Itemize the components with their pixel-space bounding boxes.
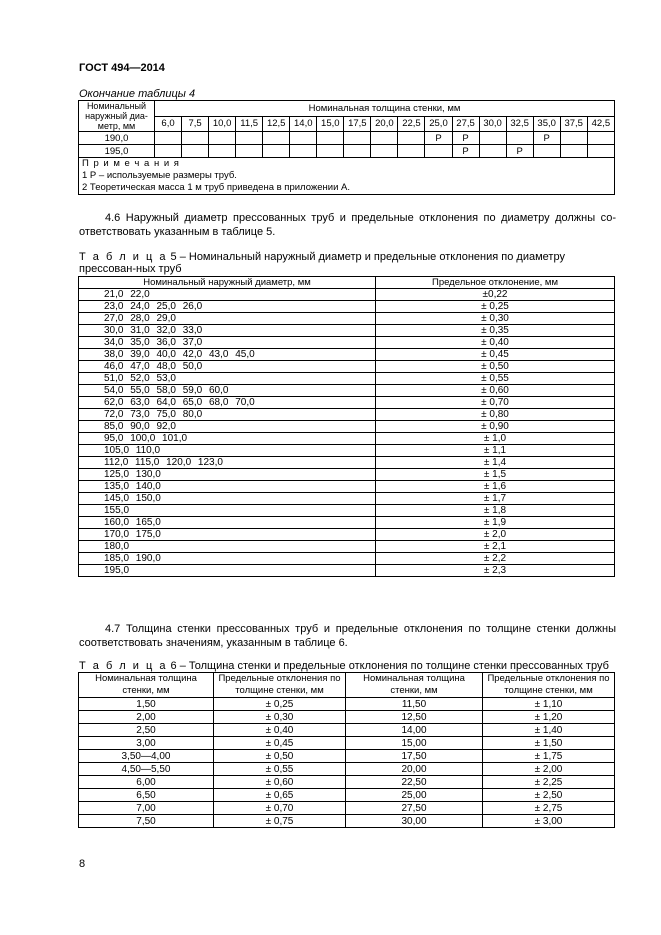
table4-size-cell bbox=[533, 145, 560, 158]
table4-thickness-cell: 37,5 bbox=[560, 116, 587, 132]
table4-size-cell bbox=[344, 132, 371, 145]
table5-deviation-cell: ± 0,90 bbox=[376, 421, 615, 433]
paragraph-4-6 bbox=[79, 211, 616, 239]
table4-size-cell bbox=[236, 132, 263, 145]
table6 bbox=[78, 672, 615, 828]
note-2: 2 Теоретическая масса 1 м труб приведена в приложении А. bbox=[82, 182, 350, 193]
table6-cell: 1,50 bbox=[79, 698, 214, 711]
table5-row bbox=[79, 361, 615, 373]
table5-row bbox=[79, 325, 615, 337]
table4-size-cell bbox=[479, 132, 506, 145]
table5-diameter-cell: 95,0 100,0 101,0 bbox=[79, 433, 376, 445]
table5-diameter-cell: 23,0 24,0 25,0 26,0 bbox=[79, 301, 376, 313]
table4-size-cell bbox=[587, 145, 614, 158]
table4-size-cell: Р bbox=[533, 132, 560, 145]
table5-deviation-cell: ± 1,8 bbox=[376, 505, 615, 517]
table4-thickness-cell: 25,0 bbox=[425, 116, 452, 132]
table6-cell: ± 0,40 bbox=[214, 724, 346, 737]
table6-cell: ± 0,75 bbox=[214, 815, 346, 828]
table5-caption-text: 5 – Номинальный наружный диаметр и предельные отклонения по диаметру прессован-ных труб bbox=[79, 251, 565, 275]
table4-size-cell: Р bbox=[452, 132, 479, 145]
table4-size-cell bbox=[182, 145, 209, 158]
table6-cell: 2,00 bbox=[79, 711, 214, 724]
table6-cell: ± 0,60 bbox=[214, 776, 346, 789]
table6-row bbox=[79, 711, 615, 724]
table6-cell: ± 1,40 bbox=[483, 724, 615, 737]
table5-diameter-cell: 180,0 bbox=[79, 541, 376, 553]
table4-size-cell: Р bbox=[506, 145, 533, 158]
table5-deviation-cell: ± 1,7 bbox=[376, 493, 615, 505]
table5-row bbox=[79, 565, 615, 577]
table6-cell: ± 1,10 bbox=[483, 698, 615, 711]
table6-cell: ± 3,00 bbox=[483, 815, 615, 828]
table4-size-cell bbox=[236, 145, 263, 158]
table5-row bbox=[79, 469, 615, 481]
table5-diameter-cell: 27,0 28,0 29,0 bbox=[79, 313, 376, 325]
table6-row bbox=[79, 802, 615, 815]
table6-cell: ± 2,50 bbox=[483, 789, 615, 802]
table5-deviation-cell: ± 1,4 bbox=[376, 457, 615, 469]
table5-row bbox=[79, 481, 615, 493]
table5-caption bbox=[79, 251, 616, 275]
table4-thickness-cell: 32,5 bbox=[506, 116, 533, 132]
table6-cell: ± 0,65 bbox=[214, 789, 346, 802]
table5-deviation-cell: ± 2,3 bbox=[376, 565, 615, 577]
table4-size-cell: Р bbox=[425, 132, 452, 145]
table6-header-cell: Номинальная толщина стенки, мм bbox=[346, 673, 483, 698]
table4-row bbox=[79, 132, 615, 145]
table4-size-cell bbox=[155, 132, 182, 145]
table4-size-cell bbox=[560, 132, 587, 145]
table5-diameter-cell: 170,0 175,0 bbox=[79, 529, 376, 541]
table5-diameter-cell: 51,0 52,0 53,0 bbox=[79, 373, 376, 385]
table5-row bbox=[79, 421, 615, 433]
table5-diameter-header: Номинальный наружный диаметр, мм bbox=[79, 277, 376, 289]
table6-cell: 12,50 bbox=[346, 711, 483, 724]
table6-cell: 3,00 bbox=[79, 737, 214, 750]
table5-deviation-cell: ± 0,45 bbox=[376, 349, 615, 361]
table4-notes-row bbox=[79, 158, 615, 195]
table5-row bbox=[79, 373, 615, 385]
table5-deviation-cell: ± 0,50 bbox=[376, 361, 615, 373]
table6-row bbox=[79, 763, 615, 776]
table5-row bbox=[79, 301, 615, 313]
table6-cell: 22,50 bbox=[346, 776, 483, 789]
table6-cell: 2,50 bbox=[79, 724, 214, 737]
table5-deviation-cell: ± 0,40 bbox=[376, 337, 615, 349]
table6-cell: ± 0,45 bbox=[214, 737, 346, 750]
table5-diameter-cell: 21,0 22,0 bbox=[79, 289, 376, 301]
table4-size-cell bbox=[290, 132, 317, 145]
table5-diameter-cell: 46,0 47,0 48,0 50,0 bbox=[79, 361, 376, 373]
table5-deviation-cell: ± 0,35 bbox=[376, 325, 615, 337]
table4-thickness-cell: 7,5 bbox=[182, 116, 209, 132]
table4-size-cell bbox=[398, 132, 425, 145]
table4-size-cell bbox=[344, 145, 371, 158]
table4-thickness-cell: 10,0 bbox=[209, 116, 236, 132]
table4-thickness-cell: 14,0 bbox=[290, 116, 317, 132]
table4-size-cell bbox=[182, 132, 209, 145]
table5-row bbox=[79, 529, 615, 541]
table4-thickness-cell: 22,5 bbox=[398, 116, 425, 132]
table5-row bbox=[79, 313, 615, 325]
table4-diameter-header: Номинальный наружный диа-метр, мм bbox=[79, 101, 155, 132]
table5-deviation-cell: ± 2,0 bbox=[376, 529, 615, 541]
table5-row bbox=[79, 409, 615, 421]
table4-size-cell: Р bbox=[452, 145, 479, 158]
table4-notes bbox=[79, 158, 615, 195]
table4-thickness-cell: 27,5 bbox=[452, 116, 479, 132]
table5-diameter-cell: 72,0 73,0 75,0 80,0 bbox=[79, 409, 376, 421]
table4-diameter-cell: 190,0 bbox=[79, 132, 155, 145]
table6-cell: 11,50 bbox=[346, 698, 483, 711]
table6-cell: ± 0,25 bbox=[214, 698, 346, 711]
table4-thickness-cell: 17,5 bbox=[344, 116, 371, 132]
table4-thickness-cell: 30,0 bbox=[479, 116, 506, 132]
table5-row bbox=[79, 397, 615, 409]
table5-diameter-cell: 85,0 90,0 92,0 bbox=[79, 421, 376, 433]
table6-cell: ± 1,75 bbox=[483, 750, 615, 763]
table5-deviation-cell: ± 0,70 bbox=[376, 397, 615, 409]
table5-header-row bbox=[79, 277, 615, 289]
table4-thickness-cell: 42,5 bbox=[587, 116, 614, 132]
table6-caption-label: Т а б л и ц а bbox=[79, 660, 168, 672]
table4-thickness-cell: 6,0 bbox=[155, 116, 182, 132]
table4-thickness-cell: 35,0 bbox=[533, 116, 560, 132]
table5-deviation-cell: ±0,22 bbox=[376, 289, 615, 301]
table4-thickness-row bbox=[79, 116, 615, 132]
table6-cell: 15,00 bbox=[346, 737, 483, 750]
table6-row bbox=[79, 698, 615, 711]
paragraph-4-6-text: 4.6 Наружный диаметр прессованных труб и предельные отклонения по диаметру должны со-ответствовать указанным в таблице 5. bbox=[79, 212, 616, 238]
table5-diameter-cell: 185,0 190,0 bbox=[79, 553, 376, 565]
table4-size-cell bbox=[479, 145, 506, 158]
table5-row bbox=[79, 553, 615, 565]
table6-cell: ± 1,50 bbox=[483, 737, 615, 750]
table5-deviation-cell: ± 2,2 bbox=[376, 553, 615, 565]
table6-cell: ± 2,75 bbox=[483, 802, 615, 815]
table4-size-cell bbox=[371, 145, 398, 158]
table5-deviation-cell: ± 1,0 bbox=[376, 433, 615, 445]
table4-thickness-cell: 11,5 bbox=[236, 116, 263, 132]
table5-diameter-cell: 195,0 bbox=[79, 565, 376, 577]
paragraph-4-7 bbox=[79, 622, 616, 650]
table5-row bbox=[79, 349, 615, 361]
table6-cell: ± 0,30 bbox=[214, 711, 346, 724]
table5-deviation-cell: ± 0,80 bbox=[376, 409, 615, 421]
table6-caption-text: 6 – Толщина стенки и предельные отклонения по толщине стенки прессованных труб bbox=[167, 660, 609, 672]
notes-title: П р и м е ч а н и я bbox=[82, 158, 180, 169]
table6-header-cell: Предельные отклонения по толщине стенки, мм bbox=[214, 673, 346, 698]
table5-row bbox=[79, 385, 615, 397]
table5-deviation-cell: ± 1,5 bbox=[376, 469, 615, 481]
table4-size-cell bbox=[587, 132, 614, 145]
page-number: 8 bbox=[79, 858, 86, 870]
table6-row bbox=[79, 789, 615, 802]
table6-cell: 14,00 bbox=[346, 724, 483, 737]
table5-row bbox=[79, 541, 615, 553]
table5-diameter-cell: 30,0 31,0 32,0 33,0 bbox=[79, 325, 376, 337]
table5-row bbox=[79, 493, 615, 505]
table5-row bbox=[79, 505, 615, 517]
table6-caption bbox=[79, 660, 616, 672]
table4-thickness-cell: 12,5 bbox=[263, 116, 290, 132]
table5-deviation-cell: ± 1,9 bbox=[376, 517, 615, 529]
table6-cell: 6,00 bbox=[79, 776, 214, 789]
table5-deviation-cell: ± 1,1 bbox=[376, 445, 615, 457]
table4-size-cell bbox=[263, 145, 290, 158]
table5-row bbox=[79, 433, 615, 445]
table4-size-cell bbox=[209, 132, 236, 145]
table5-diameter-cell: 62,0 63,0 64,0 65,0 68,0 70,0 bbox=[79, 397, 376, 409]
table4-size-cell bbox=[425, 145, 452, 158]
table4-size-cell bbox=[371, 132, 398, 145]
table5-row bbox=[79, 445, 615, 457]
table5-diameter-cell: 54,0 55,0 58,0 59,0 60,0 bbox=[79, 385, 376, 397]
table5-row bbox=[79, 457, 615, 469]
table6-row bbox=[79, 750, 615, 763]
note-1: 1 Р – используемые размеры труб. bbox=[82, 170, 237, 181]
table6-header-cell: Предельные отклонения по толщине стенки, мм bbox=[483, 673, 615, 698]
table5-deviation-cell: ± 0,30 bbox=[376, 313, 615, 325]
table5-diameter-cell: 155,0 bbox=[79, 505, 376, 517]
table6-cell: ± 0,70 bbox=[214, 802, 346, 815]
table6-header-row bbox=[79, 673, 615, 698]
table4-caption: Окончание таблицы 4 bbox=[79, 88, 196, 100]
table5-row bbox=[79, 337, 615, 349]
table5 bbox=[78, 276, 615, 577]
table5-diameter-cell: 38,0 39,0 40,0 42,0 43,0 45,0 bbox=[79, 349, 376, 361]
table4-size-cell bbox=[209, 145, 236, 158]
table6-cell: 20,00 bbox=[346, 763, 483, 776]
table6-header-cell: Номинальная толщина стенки, мм bbox=[79, 673, 214, 698]
table4 bbox=[78, 100, 615, 195]
table6-cell: 7,50 bbox=[79, 815, 214, 828]
table4-size-cell bbox=[263, 132, 290, 145]
table6-cell: ± 0,55 bbox=[214, 763, 346, 776]
table6-cell: ± 1,20 bbox=[483, 711, 615, 724]
table6-row bbox=[79, 815, 615, 828]
table4-thickness-cell: 20,0 bbox=[371, 116, 398, 132]
table4-size-cell bbox=[317, 132, 344, 145]
table4-header-row bbox=[79, 101, 615, 117]
table6-cell: 6,50 bbox=[79, 789, 214, 802]
table5-deviation-header: Предельное отклонение, мм bbox=[376, 277, 615, 289]
table4-diameter-cell: 195,0 bbox=[79, 145, 155, 158]
table5-diameter-cell: 105,0 110,0 bbox=[79, 445, 376, 457]
table5-deviation-cell: ± 1,6 bbox=[376, 481, 615, 493]
table5-diameter-cell: 160,0 165,0 bbox=[79, 517, 376, 529]
table5-caption-label: Т а б л и ц а bbox=[79, 251, 168, 263]
table4-size-cell bbox=[155, 145, 182, 158]
table6-cell: 7,00 bbox=[79, 802, 214, 815]
table5-diameter-cell: 34,0 35,0 36,0 37,0 bbox=[79, 337, 376, 349]
table6-row bbox=[79, 737, 615, 750]
table5-deviation-cell: ± 0,60 bbox=[376, 385, 615, 397]
table5-row bbox=[79, 289, 615, 301]
table6-cell: ± 0,50 bbox=[214, 750, 346, 763]
table6-cell: 25,00 bbox=[346, 789, 483, 802]
table5-deviation-cell: ± 2,1 bbox=[376, 541, 615, 553]
table6-cell: ± 2,00 bbox=[483, 763, 615, 776]
table6-row bbox=[79, 724, 615, 737]
table4-size-cell bbox=[560, 145, 587, 158]
table5-row bbox=[79, 517, 615, 529]
table5-diameter-cell: 125,0 130,0 bbox=[79, 469, 376, 481]
table6-cell: 3,50—4,00 bbox=[79, 750, 214, 763]
table4-thickness-cell: 15,0 bbox=[317, 116, 344, 132]
table4-size-cell bbox=[398, 145, 425, 158]
table5-deviation-cell: ± 0,25 bbox=[376, 301, 615, 313]
table4-row bbox=[79, 145, 615, 158]
document-code: ГОСТ 494—2014 bbox=[79, 62, 165, 74]
table6-row bbox=[79, 776, 615, 789]
table4-size-cell bbox=[506, 132, 533, 145]
table6-cell: 4,50—5,50 bbox=[79, 763, 214, 776]
paragraph-4-7-text: 4.7 Толщина стенки прессованных труб и предельные отклонения по толщине стенки должны соответствовать значениям, указанным в таблице 6. bbox=[79, 623, 616, 649]
table4-size-cell bbox=[317, 145, 344, 158]
table5-diameter-cell: 145,0 150,0 bbox=[79, 493, 376, 505]
table5-diameter-cell: 112,0 115,0 120,0 123,0 bbox=[79, 457, 376, 469]
table4-thickness-group-header: Номинальная толщина стенки, мм bbox=[155, 101, 615, 117]
table6-cell: ± 2,25 bbox=[483, 776, 615, 789]
table6-cell: 30,00 bbox=[346, 815, 483, 828]
table4-size-cell bbox=[290, 145, 317, 158]
table6-cell: 17,50 bbox=[346, 750, 483, 763]
table5-deviation-cell: ± 0,55 bbox=[376, 373, 615, 385]
table5-diameter-cell: 135,0 140,0 bbox=[79, 481, 376, 493]
table6-cell: 27,50 bbox=[346, 802, 483, 815]
